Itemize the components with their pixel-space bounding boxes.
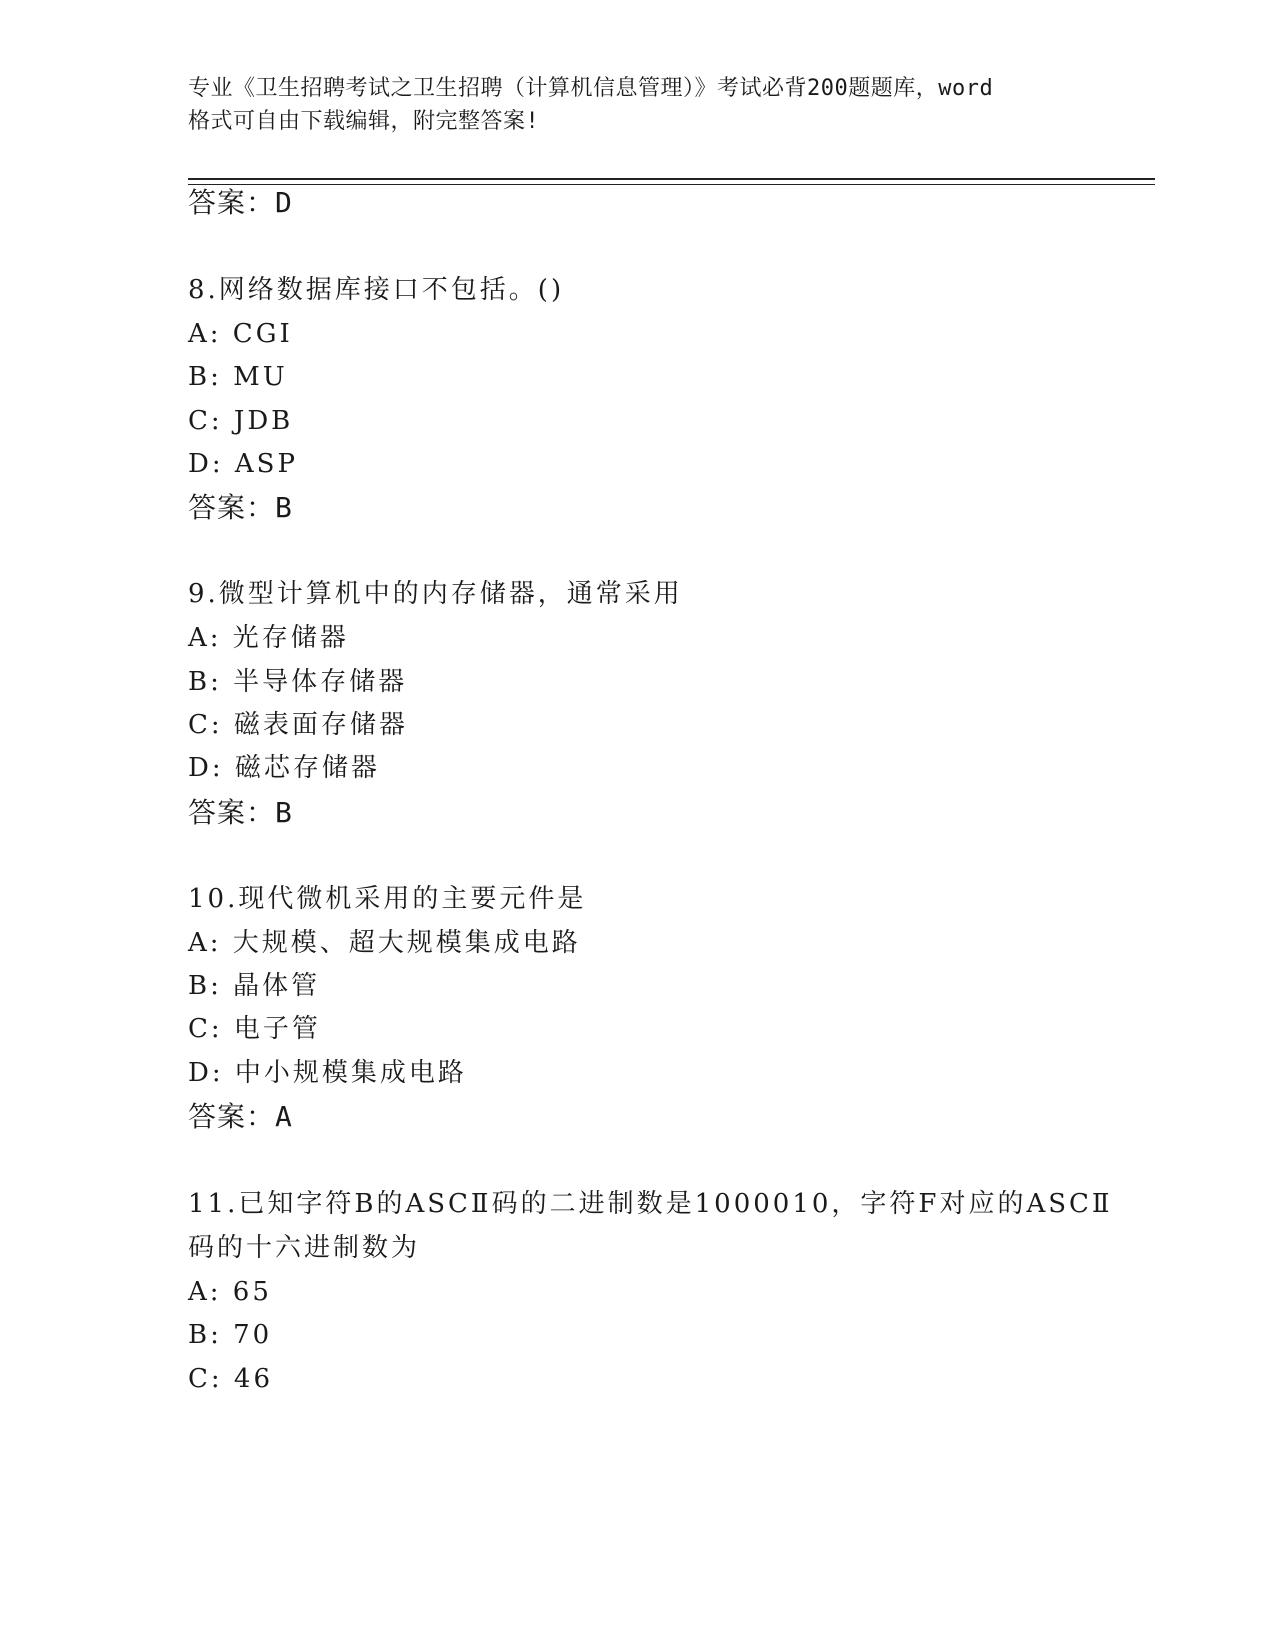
question-8-option-c: C: JDB — [188, 406, 294, 436]
question-10-option-b: B: 晶体管 — [188, 971, 321, 1001]
question-8-answer: 答案：B — [188, 491, 293, 524]
header-divider-thick — [188, 178, 1155, 180]
document-header — [188, 72, 1108, 138]
question-10-stem: 10.现代微机采用的主要元件是 — [188, 884, 587, 914]
question-11-option-c: C: 46 — [188, 1364, 274, 1394]
question-9-option-c: C: 磁表面存储器 — [188, 710, 408, 740]
question-9-option-a: A: 光存储器 — [188, 623, 349, 653]
question-10-option-a: A: 大规模、超大规模集成电路 — [188, 928, 581, 958]
question-10-option-d: D: 中小规模集成电路 — [188, 1058, 467, 1088]
header-line-1: 专业《卫生招聘考试之卫生招聘（计算机信息管理）》考试必背200题题库，word — [188, 76, 994, 101]
question-8-option-b: B: MU — [188, 362, 288, 392]
question-9-option-b: B: 半导体存储器 — [188, 667, 408, 697]
question-9-answer: 答案：B — [188, 796, 293, 829]
question-9-stem: 9.微型计算机中的内存储器，通常采用 — [188, 579, 683, 609]
question-8-stem: 8.网络数据库接口不包括。() — [188, 275, 565, 305]
answer-prev: 答案：D — [188, 186, 293, 219]
question-11-option-a: A: 65 — [188, 1277, 272, 1307]
question-10-option-c: C: 电子管 — [188, 1014, 321, 1044]
question-8-option-d: D: ASP — [188, 449, 298, 479]
header-divider-thin — [188, 184, 1155, 185]
question-11-option-b: B: 70 — [188, 1320, 273, 1350]
question-10-answer: 答案：A — [188, 1100, 293, 1133]
question-8-option-a: A: CGI — [188, 319, 293, 349]
question-9-option-d: D: 磁芯存储器 — [188, 753, 380, 783]
question-11-stem-line-2: 码的十六进制数为 — [188, 1233, 421, 1263]
question-11-stem-line-1: 11.已知字符B的ASCⅡ码的二进制数是1000010，字符F对应的ASCⅡ — [188, 1189, 1113, 1219]
header-line-2: 格式可自由下载编辑，附完整答案! — [188, 109, 540, 134]
